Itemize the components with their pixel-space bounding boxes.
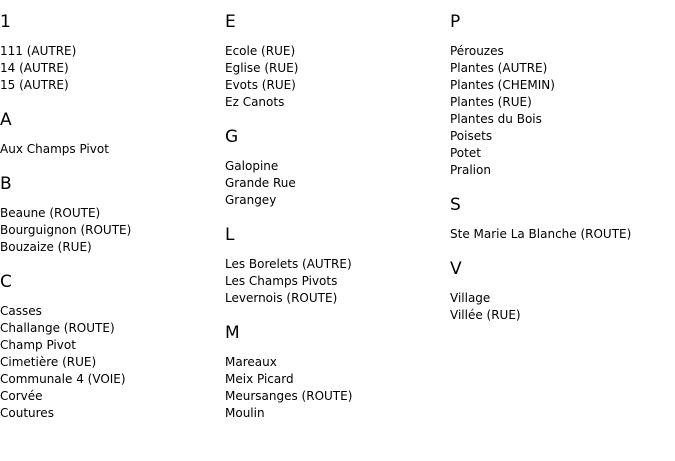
index-column xyxy=(0,13,220,439)
street-list-item xyxy=(450,226,670,243)
group-letter-heading: 1 xyxy=(0,12,11,32)
street-list-item xyxy=(225,60,445,77)
street-list xyxy=(0,43,220,94)
letter-group xyxy=(0,175,220,256)
street-list-item xyxy=(0,371,220,388)
group-letter-heading: L xyxy=(225,225,235,245)
street-list xyxy=(225,158,445,209)
group-letter-heading: C xyxy=(0,272,12,292)
street-link[interactable]: Meix Picard xyxy=(225,372,294,386)
street-link[interactable]: Meursanges (ROUTE) xyxy=(225,389,353,403)
street-link[interactable]: Coutures xyxy=(0,406,54,420)
street-link[interactable]: Casses xyxy=(0,304,42,318)
group-letter-heading: M xyxy=(225,323,240,343)
street-link[interactable]: 15 (AUTRE) xyxy=(0,78,69,92)
street-list xyxy=(450,290,670,324)
street-link[interactable]: Challange (ROUTE) xyxy=(0,321,115,335)
group-letter-heading: V xyxy=(450,259,462,279)
street-list-item xyxy=(225,388,445,405)
street-list-item xyxy=(450,290,670,307)
street-list xyxy=(225,256,445,307)
street-link[interactable]: Pérouzes xyxy=(450,44,504,58)
street-link[interactable]: Ecole (RUE) xyxy=(225,44,296,58)
street-list-item xyxy=(0,222,220,239)
group-letter-heading: P xyxy=(450,12,461,32)
street-list xyxy=(225,43,445,111)
group-letter-heading: A xyxy=(0,110,12,130)
street-link[interactable]: Pralion xyxy=(450,163,491,177)
street-list-item xyxy=(0,354,220,371)
group-letter-heading: E xyxy=(225,12,236,32)
letter-group xyxy=(225,324,445,422)
street-list-item xyxy=(0,60,220,77)
street-list-item xyxy=(450,111,670,128)
street-list-item xyxy=(0,320,220,337)
street-list-item xyxy=(225,94,445,111)
street-list xyxy=(225,354,445,422)
street-list xyxy=(450,43,670,179)
group-letter-heading: B xyxy=(0,174,12,194)
street-list-item xyxy=(0,388,220,405)
letter-group xyxy=(225,13,445,111)
letter-group xyxy=(225,128,445,209)
street-list-item xyxy=(0,141,220,158)
street-link[interactable]: Grande Rue xyxy=(225,176,296,190)
street-list-item xyxy=(450,77,670,94)
street-list-item xyxy=(225,290,445,307)
index-column xyxy=(450,13,670,341)
street-link[interactable]: Plantes (CHEMIN) xyxy=(450,78,555,92)
street-link[interactable]: Village xyxy=(450,291,491,305)
street-list-item xyxy=(225,256,445,273)
street-link[interactable]: Aux Champs Pivot xyxy=(0,142,109,156)
street-link[interactable]: Levernois (ROUTE) xyxy=(225,291,338,305)
street-link[interactable]: Ste Marie La Blanche (ROUTE) xyxy=(450,227,632,241)
street-list-item xyxy=(450,43,670,60)
street-list-item xyxy=(225,405,445,422)
street-link[interactable]: Villée (RUE) xyxy=(450,308,521,322)
letter-group xyxy=(225,226,445,307)
street-link[interactable]: Les Champs Pivots xyxy=(225,274,338,288)
street-list xyxy=(0,205,220,256)
street-list-item xyxy=(450,307,670,324)
street-link[interactable]: Potet xyxy=(450,146,481,160)
street-list-item xyxy=(450,162,670,179)
street-list-item xyxy=(225,192,445,209)
street-list-item xyxy=(225,158,445,175)
street-link[interactable]: Moulin xyxy=(225,406,265,420)
street-link[interactable]: Plantes (RUE) xyxy=(450,95,532,109)
street-link[interactable]: Grangey xyxy=(225,193,277,207)
street-link[interactable]: Champ Pivot xyxy=(0,338,76,352)
street-list xyxy=(0,303,220,422)
street-link[interactable]: Plantes (AUTRE) xyxy=(450,61,548,75)
street-link[interactable]: Bouzaize (RUE) xyxy=(0,240,92,254)
letter-group xyxy=(0,273,220,422)
street-list-item xyxy=(0,239,220,256)
street-link[interactable]: Poisets xyxy=(450,129,493,143)
street-list-item xyxy=(0,405,220,422)
street-list xyxy=(450,226,670,243)
street-list-item xyxy=(225,175,445,192)
street-link[interactable]: Galopine xyxy=(225,159,279,173)
street-list-item xyxy=(450,60,670,77)
street-link[interactable]: Cimetière (RUE) xyxy=(0,355,97,369)
street-list-item xyxy=(450,94,670,111)
street-list-item xyxy=(0,303,220,320)
street-link[interactable]: Ez Canots xyxy=(225,95,285,109)
street-link[interactable]: 111 (AUTRE) xyxy=(0,44,77,58)
street-link[interactable]: Les Borelets (AUTRE) xyxy=(225,257,352,271)
street-list-item xyxy=(0,337,220,354)
street-link[interactable]: 14 (AUTRE) xyxy=(0,61,69,75)
street-list-item xyxy=(225,371,445,388)
letter-group xyxy=(450,260,670,324)
street-list-item xyxy=(0,43,220,60)
street-link[interactable]: Evots (RUE) xyxy=(225,78,296,92)
street-list-item xyxy=(225,354,445,371)
street-list xyxy=(0,141,220,158)
street-link[interactable]: Beaune (ROUTE) xyxy=(0,206,101,220)
street-list-item xyxy=(450,145,670,162)
street-list-item xyxy=(0,205,220,222)
group-letter-heading: G xyxy=(225,127,239,147)
letter-group xyxy=(0,13,220,94)
letter-group xyxy=(0,111,220,158)
street-link[interactable]: Corvée xyxy=(0,389,43,403)
index-column xyxy=(225,13,445,439)
street-list-item xyxy=(225,273,445,290)
street-list-item xyxy=(225,43,445,60)
street-link[interactable]: Mareaux xyxy=(225,355,277,369)
street-list-item xyxy=(0,77,220,94)
street-link[interactable]: Plantes du Bois xyxy=(450,112,542,126)
street-list-item xyxy=(450,128,670,145)
street-list-item xyxy=(225,77,445,94)
letter-group xyxy=(450,13,670,179)
street-link[interactable]: Bourguignon (ROUTE) xyxy=(0,223,132,237)
group-letter-heading: S xyxy=(450,195,461,215)
letter-group xyxy=(450,196,670,243)
street-link[interactable]: Communale 4 (VOIE) xyxy=(0,372,126,386)
street-link[interactable]: Eglise (RUE) xyxy=(225,61,299,75)
